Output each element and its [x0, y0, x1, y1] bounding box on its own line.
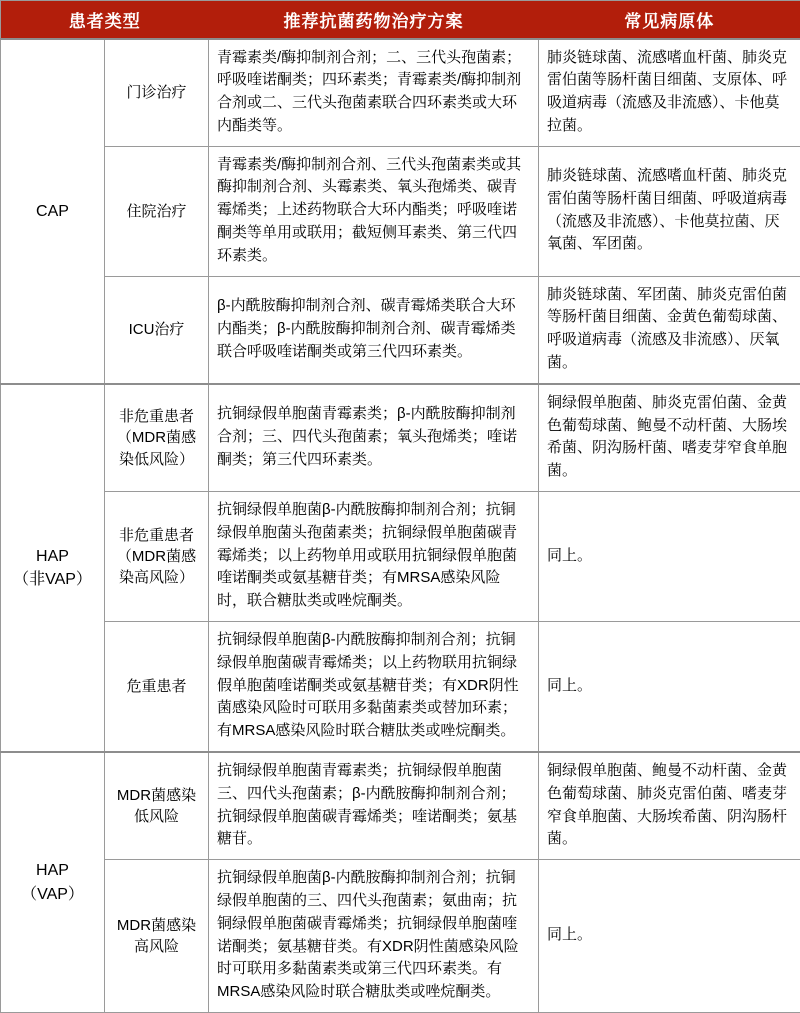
regimen-cell: β-内酰胺酶抑制剂合剂、碳青霉烯类联合大环内酯类；β-内酰胺酶抑制剂合剂、碳青霉烯类联合呼吸喹诺酮类或第三代四环素类。 [209, 276, 539, 384]
subtype-label [105, 860, 209, 1013]
subtype-line-2: 高风险 [134, 938, 179, 955]
pathogens-cell: 肺炎链球菌、军团菌、肺炎克雷伯菌等肠杆菌目细菌、金黄色葡萄球菌、呼吸道病毒（流感及非流感）、厌氧菌。 [539, 276, 800, 384]
pathogens-cell: 同上。 [539, 860, 800, 1013]
pathogens-cell: 铜绿假单胞菌、肺炎克雷伯菌、金黄色葡萄球菌、鲍曼不动杆菌、大肠埃希菌、阴沟肠杆菌、嗜麦芽窄食单胞菌。 [539, 384, 800, 492]
subtype-label [105, 384, 209, 492]
subtype-line-1: MDR菌感染 [117, 917, 196, 934]
column-header-common-pathogens: 常见病原体 [539, 1, 800, 39]
subtype-line-2: （MDR菌感 [117, 548, 196, 565]
regimen-cell: 青霉素类/酶抑制剂合剂；二、三代头孢菌素；呼吸喹诺酮类；四环素类；青霉素类/酶抑制剂合剂或二、三代头孢菌素联合四环素类或大环内酯类等。 [209, 39, 539, 147]
subtype-line-3: 染高风险） [119, 569, 194, 586]
table-row [1, 492, 800, 622]
subtype-line-2: （MDR菌感 [117, 429, 196, 446]
group-label-hap-vap [1, 752, 105, 1012]
group-label-line-2: （非VAP） [13, 571, 92, 588]
group-label-cap: CAP [1, 39, 105, 384]
subtype-label: 住院治疗 [105, 146, 209, 276]
regimen-cell: 抗铜绿假单胞菌β-内酰胺酶抑制剂合剂；抗铜绿假单胞菌头孢菌素类；抗铜绿假单胞菌碳青霉烯类；以上药物单用或联用抗铜绿假单胞菌喹诺酮类或氨基糖苷类；有MRSA感染风险时，联合糖肽类或唑烷酮类。 [209, 492, 539, 622]
subtype-label [105, 752, 209, 860]
subtype-line-1: 非危重患者 [119, 527, 194, 544]
subtype-label: ICU治疗 [105, 276, 209, 384]
table-row [1, 39, 800, 147]
table-row [1, 276, 800, 384]
table-row [1, 384, 800, 492]
table-row [1, 752, 800, 860]
regimen-cell: 抗铜绿假单胞菌β-内酰胺酶抑制剂合剂；抗铜绿假单胞菌的三、四代头孢菌素；氨曲南；抗铜绿假单胞菌碳青霉烯类；抗铜绿假单胞菌喹诺酮类；氨基糖苷类。有XDR阴性菌感染风险时可联用多黏菌素类或第三代四环素类。有MRSA感染风险时联合糖肽类或唑烷酮类。 [209, 860, 539, 1013]
subtype-line-1: 非危重患者 [119, 408, 194, 425]
group-label-line-2: （VAP） [21, 886, 84, 903]
regimen-cell: 抗铜绿假单胞菌青霉素类；β-内酰胺酶抑制剂合剂；三、四代头孢菌素；氧头孢烯类；喹诺酮类；第三代四环素类。 [209, 384, 539, 492]
subtype-label: 危重患者 [105, 622, 209, 752]
subtype-line-1: MDR菌感染 [117, 787, 196, 804]
table-row [1, 860, 800, 1013]
header-row [1, 1, 800, 39]
table-header [1, 1, 800, 39]
pathogens-cell: 肺炎链球菌、流感嗜血杆菌、肺炎克雷伯菌等肠杆菌目细菌、呼吸道病毒（流感及非流感）、卡他莫拉菌、厌氧菌、军团菌。 [539, 146, 800, 276]
subtype-label: 门诊治疗 [105, 39, 209, 147]
group-label-hap-non-vap [1, 384, 105, 752]
column-header-recommended-regimen: 推荐抗菌药物治疗方案 [209, 1, 539, 39]
subtype-label [105, 492, 209, 622]
pathogens-cell: 同上。 [539, 492, 800, 622]
column-header-patient-type: 患者类型 [1, 1, 209, 39]
pathogens-cell: 铜绿假单胞菌、鲍曼不动杆菌、金黄色葡萄球菌、肺炎克雷伯菌、嗜麦芽窄食单胞菌、大肠埃希菌、阴沟肠杆菌。 [539, 752, 800, 860]
table-row [1, 622, 800, 752]
regimen-cell: 抗铜绿假单胞菌青霉素类；抗铜绿假单胞菌三、四代头孢菌素；β-内酰胺酶抑制剂合剂；抗铜绿假单胞菌碳青霉烯类；喹诺酮类；氨基糖苷。 [209, 752, 539, 860]
group-label-line-1: HAP [36, 548, 69, 565]
pathogens-cell: 同上。 [539, 622, 800, 752]
table-body [1, 39, 800, 1013]
table-row [1, 146, 800, 276]
subtype-line-3: 染低风险） [119, 451, 194, 468]
regimen-cell: 青霉素类/酶抑制剂合剂、三代头孢菌素类或其酶抑制剂合剂、头霉素类、氧头孢烯类、碳青霉烯类；上述药物联合大环内酯类；呼吸喹诺酮类等单用或联用；截短侧耳素类、第三代四环素类。 [209, 146, 539, 276]
subtype-line-2: 低风险 [134, 808, 179, 825]
regimen-cell: 抗铜绿假单胞菌β-内酰胺酶抑制剂合剂；抗铜绿假单胞菌碳青霉烯类；以上药物联用抗铜绿假单胞菌喹诺酮类或氨基糖苷类；有XDR阴性菌感染风险时可联用多黏菌素类或替加环素；有MRSA感染风险时联合糖肽类或唑烷酮类。 [209, 622, 539, 752]
group-label-line-1: HAP [36, 862, 69, 879]
pathogens-cell: 肺炎链球菌、流感嗜血杆菌、肺炎克雷伯菌等肠杆菌目细菌、支原体、呼吸道病毒（流感及非流感）、卡他莫拉菌。 [539, 39, 800, 147]
